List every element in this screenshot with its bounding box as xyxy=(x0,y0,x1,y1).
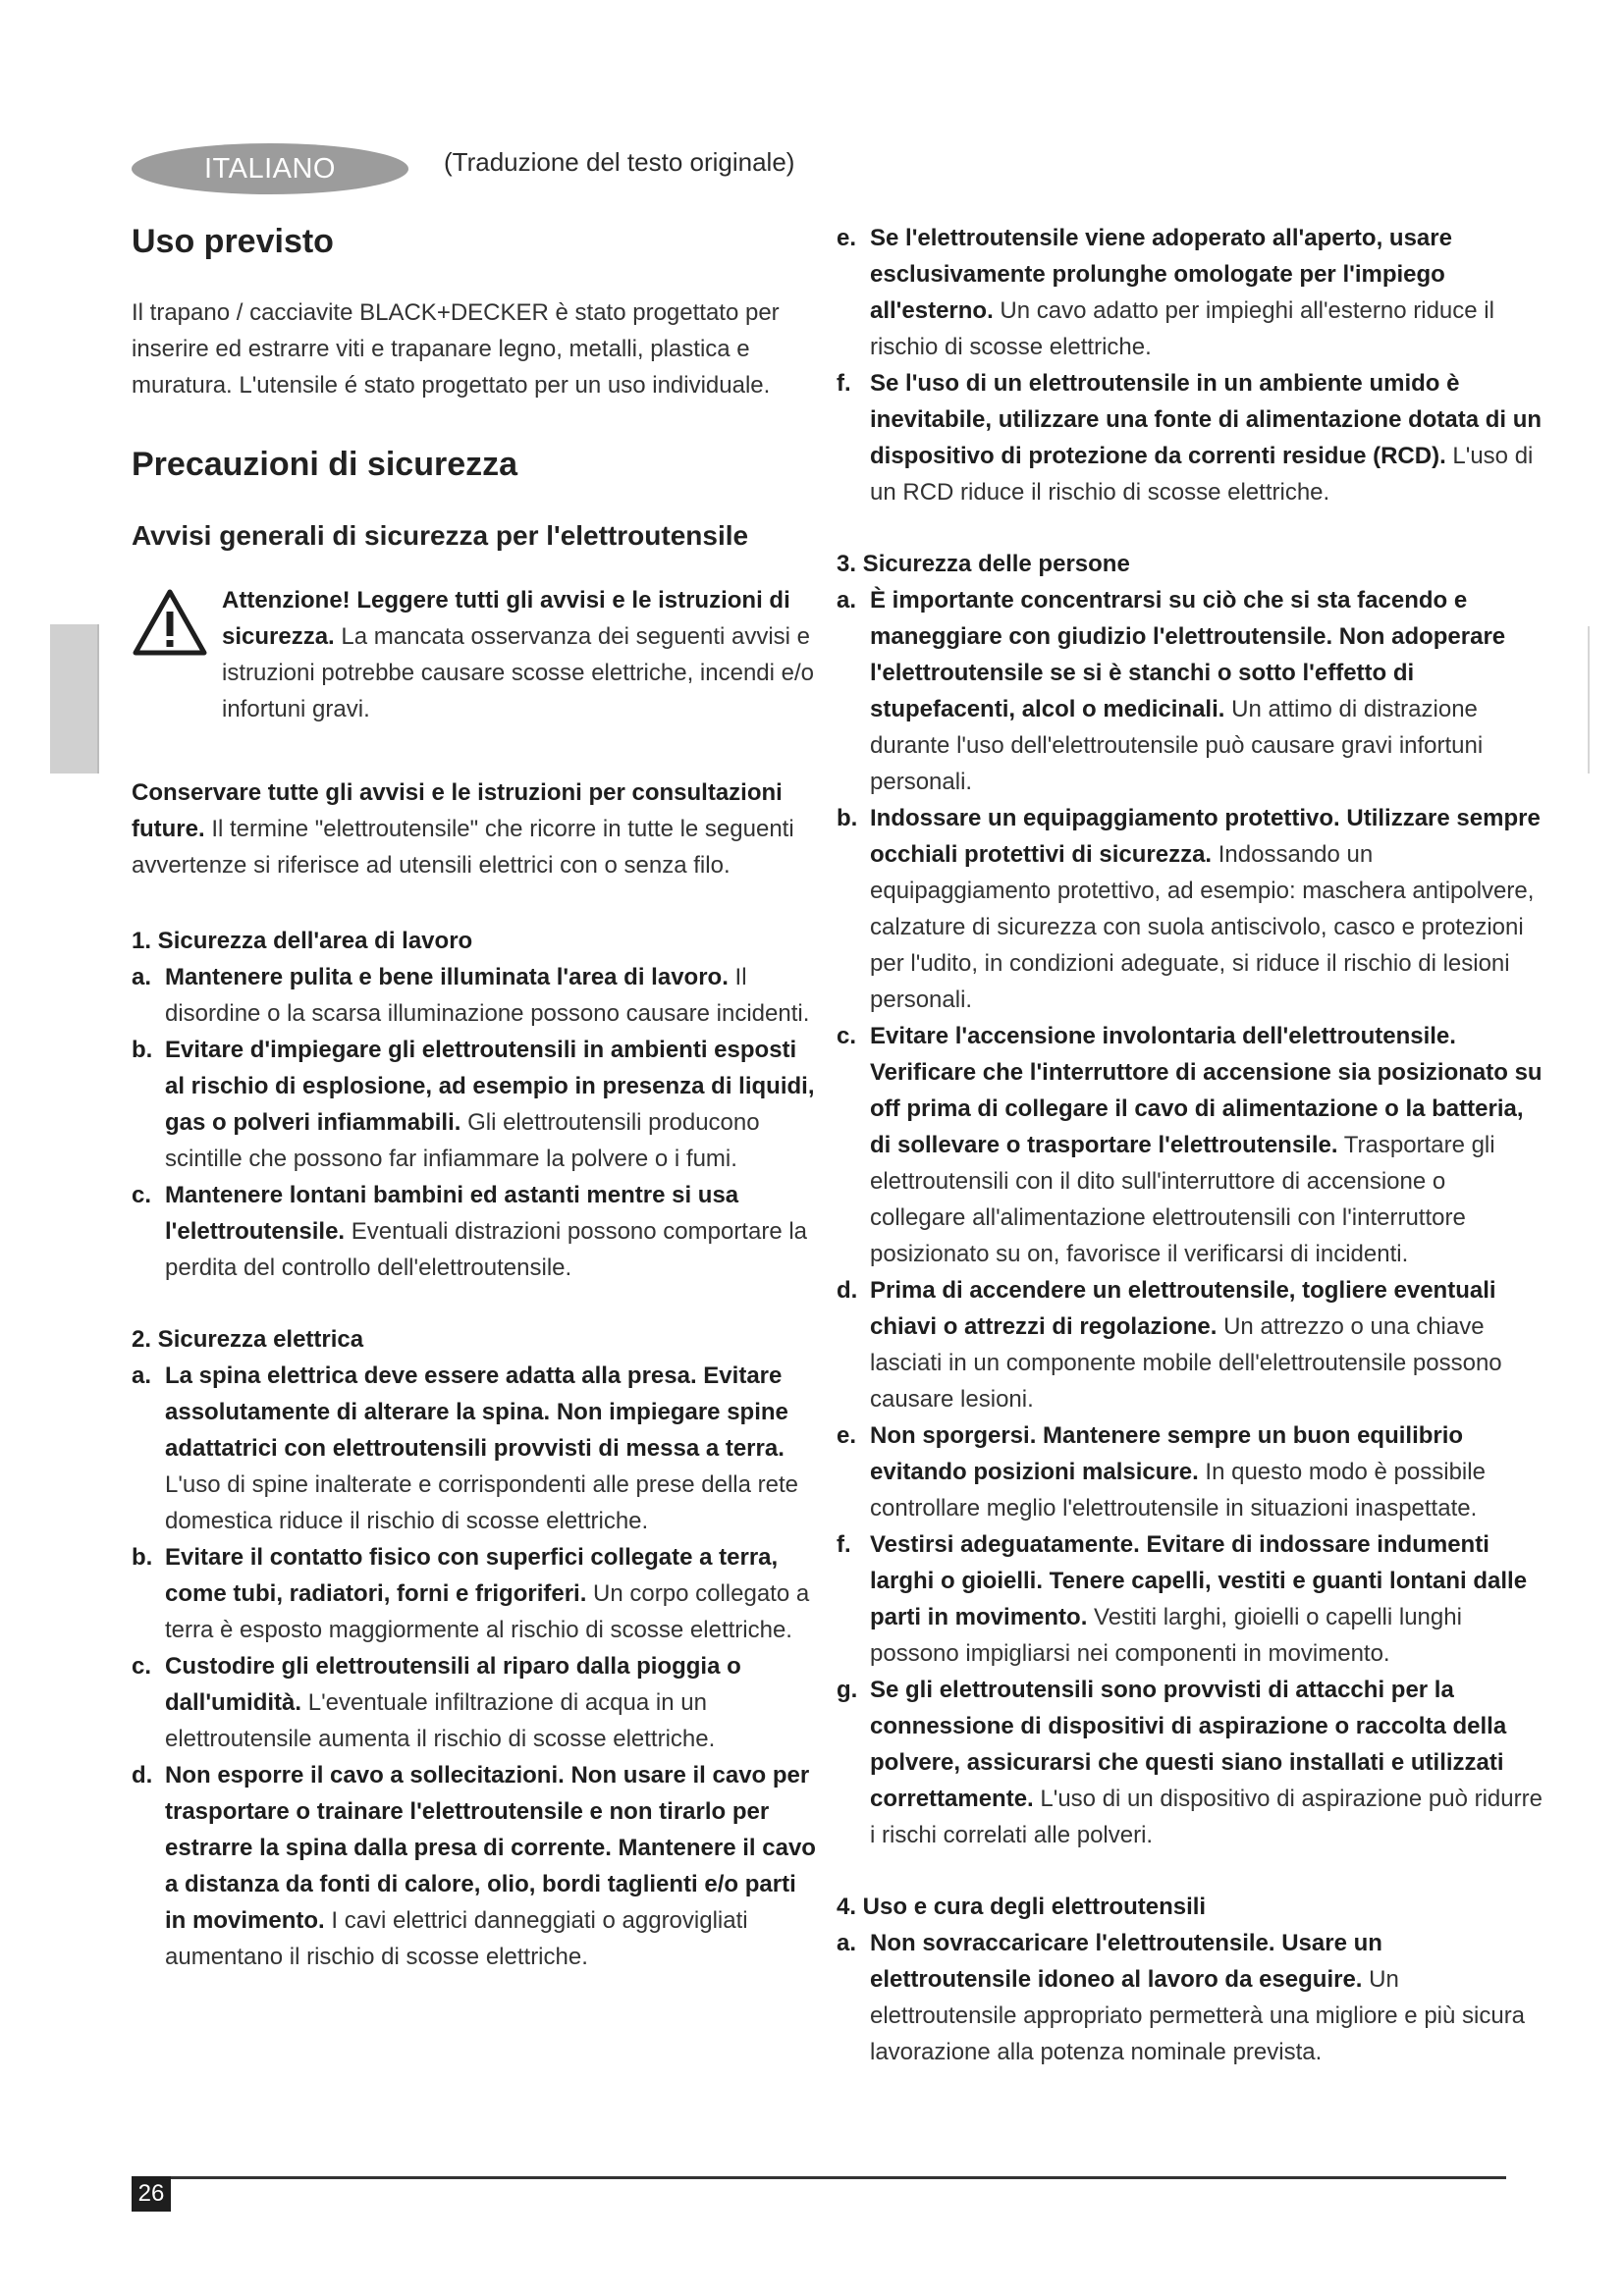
right-column xyxy=(837,220,1543,2070)
list-item xyxy=(837,1272,1543,1417)
page-number: 26 xyxy=(132,2176,171,2212)
item-body: In questo modo è possibile controllare meglio l'elettroutensile in situazioni inaspettate. xyxy=(870,1459,1486,1522)
item-letter: e. xyxy=(837,1422,857,1449)
item-bold: È importante concentrarsi su ciò che si sta facendo e maneggiare con giudizio l'elettroutensile. Non adoperare l'elettroutensile se si è stanchi o sotto l'effetto di stupefacenti, alcol o medicinali. xyxy=(870,587,1506,722)
item-text xyxy=(870,1018,1543,1272)
list-item xyxy=(837,1417,1543,1526)
item-letter: b. xyxy=(132,1037,153,1063)
item-text xyxy=(165,1032,819,1177)
spacer xyxy=(837,1853,1543,1889)
translation-note: (Traduzione del testo originale) xyxy=(444,147,795,177)
item-bold: Prima di accendere un elettroutensile, togliere eventuali chiavi o attrezzi di regolazione. xyxy=(870,1277,1496,1340)
item-bold: Se gli elettroutensili sono provvisti di attacchi per la connessione di dispositivi di aspirazione o raccolta della polvere, assicurarsi che questi siano installati e utilizzati correttamente. xyxy=(870,1677,1507,1812)
section-electrical-continued-list xyxy=(837,220,1543,510)
list-item xyxy=(837,1925,1543,2070)
language-badge: ITALIANO xyxy=(132,143,408,194)
list-item xyxy=(837,582,1543,800)
list-item xyxy=(132,1032,819,1177)
item-letter: a. xyxy=(837,1930,857,1956)
item-bold: Non sporgersi. Mantenere sempre un buon equilibrio evitando posizioni malsicure. xyxy=(870,1422,1464,1485)
item-bold: Vestirsi adeguatamente. Evitare di indossare indumenti larghi o gioielli. Tenere capelli, vestiti e guanti lontani dalle parti in movimento. xyxy=(870,1531,1528,1630)
intended-use-text: Il trapano / cacciavite BLACK+DECKER è stato progettato per inserire ed estrarre viti e trapanare legno, metalli, plastica e muratura. L'utensile é stato progettato per un uso individuale. xyxy=(132,299,780,399)
item-bold: Evitare d'impiegare gli elettroutensili in ambienti esposti al rischio di esplosione, ad esempio in presenza di liquidi, gas o polveri infiammabili. xyxy=(165,1037,815,1136)
item-body: Trasportare gli elettroutensili con il dito sull'interruttore di accensione o collegare all'alimentazione elettroutensili con l'interruttore posizionato su on, favorisce il verificarsi di incidenti. xyxy=(870,1132,1495,1267)
item-text xyxy=(165,1539,819,1648)
item-bold: Custodire gli elettroutensili al riparo dalla pioggia o dall'umidità. xyxy=(165,1653,741,1716)
item-text xyxy=(870,1526,1543,1672)
item-text xyxy=(870,1417,1543,1526)
warning-body: La mancata osservanza dei seguenti avvisi e istruzioni potrebbe causare scosse elettriche, incendi e/o infortuni gravi. xyxy=(222,623,814,722)
section-electrical-list xyxy=(132,1358,819,1975)
item-bold: Evitare il contatto fisico con superfici collegate a terra, come tubi, radiatori, forni e frigoriferi. xyxy=(165,1544,779,1607)
warning-bold: Attenzione! Leggere tutti gli avvisi e le istruzioni di sicurezza. xyxy=(222,587,790,650)
item-letter: c. xyxy=(132,1182,152,1208)
item-letter: a. xyxy=(132,964,152,990)
section-personal-safety-list xyxy=(837,582,1543,1853)
footer-rule xyxy=(132,2176,1506,2179)
warning-text xyxy=(222,582,819,727)
keep-instructions-body: Il termine "elettroutensile" che ricorre in tutte le seguenti avvertenze si riferisce ad utensili elettrici con o senza filo. xyxy=(132,816,794,879)
item-body: Un corpo collegato a terra è esposto maggiormente al rischio di scosse elettriche. xyxy=(165,1580,810,1643)
keep-instructions-bold: Conservare tutte gli avvisi e le istruzioni per consultazioni future. xyxy=(132,779,783,842)
section-electrical-title: 2. Sicurezza elettrica xyxy=(132,1326,364,1353)
item-letter: g. xyxy=(837,1677,858,1703)
item-text xyxy=(165,1177,819,1286)
heading-intended-use: Uso previsto xyxy=(132,223,334,260)
item-letter: f. xyxy=(837,370,851,397)
item-letter: c. xyxy=(837,1023,857,1049)
list-item xyxy=(132,1358,819,1539)
item-text xyxy=(870,1672,1543,1853)
section-tool-use-title: 4. Uso e cura degli elettroutensili xyxy=(837,1894,1207,1920)
side-tab-marker xyxy=(50,624,99,774)
section-tool-use-list xyxy=(837,1925,1543,2070)
item-text xyxy=(870,800,1543,1018)
item-bold: Mantenere lontani bambini ed astanti mentre si usa l'elettroutensile. xyxy=(165,1182,739,1245)
item-letter: b. xyxy=(132,1544,153,1571)
item-bold: Indossare un equipaggiamento protettivo. Utilizzare sempre occhiali protettivi di sicurezza. xyxy=(870,805,1541,868)
list-item xyxy=(837,365,1543,510)
item-body: Un attrezzo o una chiave lasciati in un componente mobile dell'elettroutensile possono causare lesioni. xyxy=(870,1313,1502,1413)
warning-triangle-icon xyxy=(132,588,208,657)
item-text xyxy=(870,582,1543,800)
item-bold: Se l'elettroutensile viene adoperato all'aperto, usare esclusivamente prolunghe omologate per l'impiego all'esterno. xyxy=(870,225,1452,324)
spacer xyxy=(132,1286,819,1321)
right-margin-marker xyxy=(1588,626,1590,774)
item-bold: Mantenere pulita e bene illuminata l'area di lavoro. xyxy=(165,964,729,990)
item-text xyxy=(870,220,1543,365)
item-bold: La spina elettrica deve essere adatta alla presa. Evitare assolutamente di alterare la spina. Non impiegare spine adattatrici con elettroutensili provvisti di messa a terra. xyxy=(165,1362,788,1462)
list-item xyxy=(132,1648,819,1757)
list-item xyxy=(837,1018,1543,1272)
section-work-area-title: 1. Sicurezza dell'area di lavoro xyxy=(132,928,473,954)
item-text xyxy=(165,1358,819,1539)
section-personal-safety-title: 3. Sicurezza delle persone xyxy=(837,551,1130,577)
list-item xyxy=(837,800,1543,1018)
item-text xyxy=(870,1925,1543,2070)
item-text xyxy=(870,1272,1543,1417)
list-item xyxy=(132,1539,819,1648)
item-text xyxy=(165,959,819,1032)
item-body: Gli elettroutensili producono scintille che possono far infiammare la polvere o i fumi. xyxy=(165,1109,760,1172)
item-letter: a. xyxy=(132,1362,152,1389)
spacer xyxy=(837,510,1543,546)
item-body: L'uso di spine inalterate e corrispondenti alle prese della rete domestica riduce il rischio di scosse elettriche. xyxy=(165,1471,798,1534)
item-text xyxy=(165,1648,819,1757)
item-body: Vestiti larghi, gioielli o capelli lunghi possono impigliarsi nei componenti in movimento. xyxy=(870,1604,1462,1667)
item-text xyxy=(165,1757,819,1975)
list-item xyxy=(837,1672,1543,1853)
item-body: L'uso di un dispositivo di aspirazione può ridurre i rischi correlati alle polveri. xyxy=(870,1786,1543,1848)
item-body: Un attimo di distrazione durante l'uso dell'elettroutensile può causare gravi infortuni personali. xyxy=(870,696,1484,795)
item-bold: Evitare l'accensione involontaria dell'elettroutensile. Verificare che l'interruttore di accensione sia posizionato su off prima di collegare il cavo di alimentazione o la batteria, di sollevare o trasportare l'elettroutensile. xyxy=(870,1023,1543,1158)
item-letter: c. xyxy=(132,1653,152,1680)
heading-general-warnings: Avvisi generali di sicurezza per l'elettroutensile xyxy=(132,520,749,551)
list-item xyxy=(132,1177,819,1286)
list-item xyxy=(837,1526,1543,1672)
item-body: Eventuali distrazioni possono comportare la perdita del controllo dell'elettroutensile. xyxy=(165,1218,808,1281)
item-letter: f. xyxy=(837,1531,851,1558)
item-letter: e. xyxy=(837,225,857,251)
item-body: Indossando un equipaggiamento protettivo, ad esempio: maschera antipolvere, calzature di sicurezza con suola antiscivolo, casco e protezioni per l'udito, in condizioni adeguate, si riduce il rischio di lesioni personali. xyxy=(870,841,1535,1013)
item-letter: b. xyxy=(837,805,858,831)
item-letter: a. xyxy=(837,587,857,614)
item-body: I cavi elettrici danneggiati o aggrovigliati aumentano il rischio di scosse elettriche. xyxy=(165,1907,748,1970)
item-body: Un elettroutensile appropriato permetterà una migliore e più sicura lavorazione alla potenza nominale prevista. xyxy=(870,1966,1526,2065)
item-body: Il disordine o la scarsa illuminazione possono causare incidenti. xyxy=(165,964,810,1027)
item-text xyxy=(870,365,1543,510)
item-bold: Non sovraccaricare l'elettroutensile. Usare un elettroutensile idoneo al lavoro da eseguire. xyxy=(870,1930,1382,1993)
item-body: L'eventuale infiltrazione di acqua in un elettroutensile aumenta il rischio di scosse elettriche. xyxy=(165,1689,716,1752)
list-item xyxy=(132,959,819,1032)
list-item xyxy=(132,1757,819,1975)
item-letter: d. xyxy=(132,1762,153,1789)
item-letter: d. xyxy=(837,1277,858,1304)
heading-safety-precautions: Precauzioni di sicurezza xyxy=(132,446,518,483)
left-column xyxy=(132,220,819,1975)
keep-instructions-text xyxy=(132,774,819,883)
item-body: L'uso di un RCD riduce il rischio di scosse elettriche. xyxy=(870,443,1534,506)
item-body: Un cavo adatto per impieghi all'esterno riduce il rischio di scosse elettriche. xyxy=(870,297,1494,360)
section-work-area-list xyxy=(132,959,819,1286)
warning-block xyxy=(132,582,819,727)
list-item xyxy=(837,220,1543,365)
item-bold: Se l'uso di un elettroutensile in un ambiente umido è inevitabile, utilizzare una fonte di alimentazione dotata di un dispositivo di protezione da correnti residue (RCD). xyxy=(870,370,1543,469)
item-bold: Non esporre il cavo a sollecitazioni. Non usare il cavo per trasportare o trainare l'elettroutensile e non tirarlo per estrarre la spina dalla presa di corrente. Mantenere il cavo a distanza da fonti di calore, olio, bordi taglienti e/o parti in movimento. xyxy=(165,1762,816,1934)
